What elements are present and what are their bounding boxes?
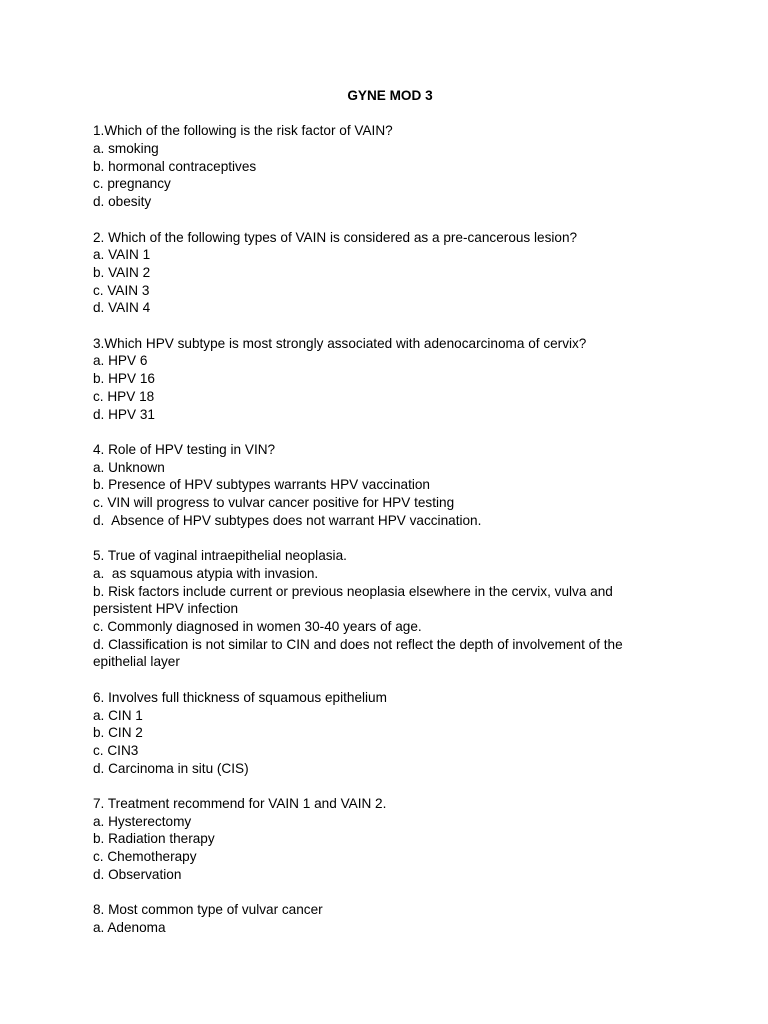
answer-option: a. CIN 1: [93, 707, 143, 723]
answer-option: a. Adenoma: [93, 919, 166, 935]
question-stem: 6. Involves full thickness of squamous epithelium: [93, 689, 387, 705]
question-2: [93, 229, 663, 318]
answer-option: b. Risk factors include current or previous neoplasia elsewhere in the cervix, vulva and persistent HPV infection: [93, 583, 617, 617]
answer-option: a. Unknown: [93, 459, 165, 475]
answer-option: c. pregnancy: [93, 176, 171, 192]
answer-option: b. Presence of HPV subtypes warrants HPV vaccination: [93, 477, 430, 493]
question-8: [93, 901, 663, 936]
question-stem: 2. Which of the following types of VAIN is considered as a pre-cancerous lesion?: [93, 229, 578, 245]
answer-option: c. Commonly diagnosed in women 30-40 years of age.: [93, 619, 422, 634]
answer-option: b. VAIN 2: [93, 264, 151, 280]
answer-option: c. CIN3: [93, 742, 139, 758]
answer-option: d. HPV 31: [93, 406, 155, 422]
answer-option: d. Carcinoma in situ (CIS): [93, 760, 249, 776]
answer-option: b. Radiation therapy: [93, 831, 215, 847]
answer-option: d. VAIN 4: [93, 300, 151, 316]
answer-option: a. Hysterectomy: [93, 813, 192, 829]
answer-option: c. VAIN 3: [93, 282, 150, 298]
question-stem: 8. Most common type of vulvar cancer: [93, 902, 323, 918]
answer-option: d. Absence of HPV subtypes does not warrant HPV vaccination.: [93, 512, 482, 528]
answer-option: d. Observation: [93, 866, 182, 882]
answer-option: c. Chemotherapy: [93, 849, 197, 865]
question-7: [93, 795, 663, 884]
document-title: GYNE MOD 3: [347, 88, 433, 103]
answer-option: b. HPV 16: [93, 371, 155, 387]
answer-option: a. HPV 6: [93, 353, 148, 369]
question-stem: 4. Role of HPV testing in VIN?: [93, 441, 276, 457]
question-5: [93, 547, 663, 671]
question-6: [93, 689, 663, 778]
answer-option: b. CIN 2: [93, 725, 143, 741]
answer-option: a. VAIN 1: [93, 247, 151, 263]
question-4: [93, 441, 663, 530]
answer-option: d. obesity: [93, 194, 152, 210]
question-stem: 1.Which of the following is the risk factor of VAIN?: [93, 123, 393, 139]
question-stem: 3.Which HPV subtype is most strongly associated with adenocarcinoma of cervix?: [93, 335, 587, 351]
question-stem: 5. True of vaginal intraepithelial neoplasia.: [93, 548, 347, 564]
answer-option: c. VIN will progress to vulvar cancer positive for HPV testing: [93, 495, 455, 511]
answer-option: b. hormonal contraceptives: [93, 158, 257, 174]
question-1: [93, 122, 663, 211]
document-page: [93, 87, 663, 954]
answer-option: d. Classification is not similar to CIN and does not reflect the depth of involvement of the epithelial layer: [93, 636, 627, 670]
answer-option: c. HPV 18: [93, 388, 155, 404]
question-stem: 7. Treatment recommend for VAIN 1 and VAIN 2.: [93, 796, 387, 811]
answer-option: a. as squamous atypia with invasion.: [93, 565, 319, 581]
question-3: [93, 335, 663, 424]
answer-option: a. smoking: [93, 141, 159, 157]
